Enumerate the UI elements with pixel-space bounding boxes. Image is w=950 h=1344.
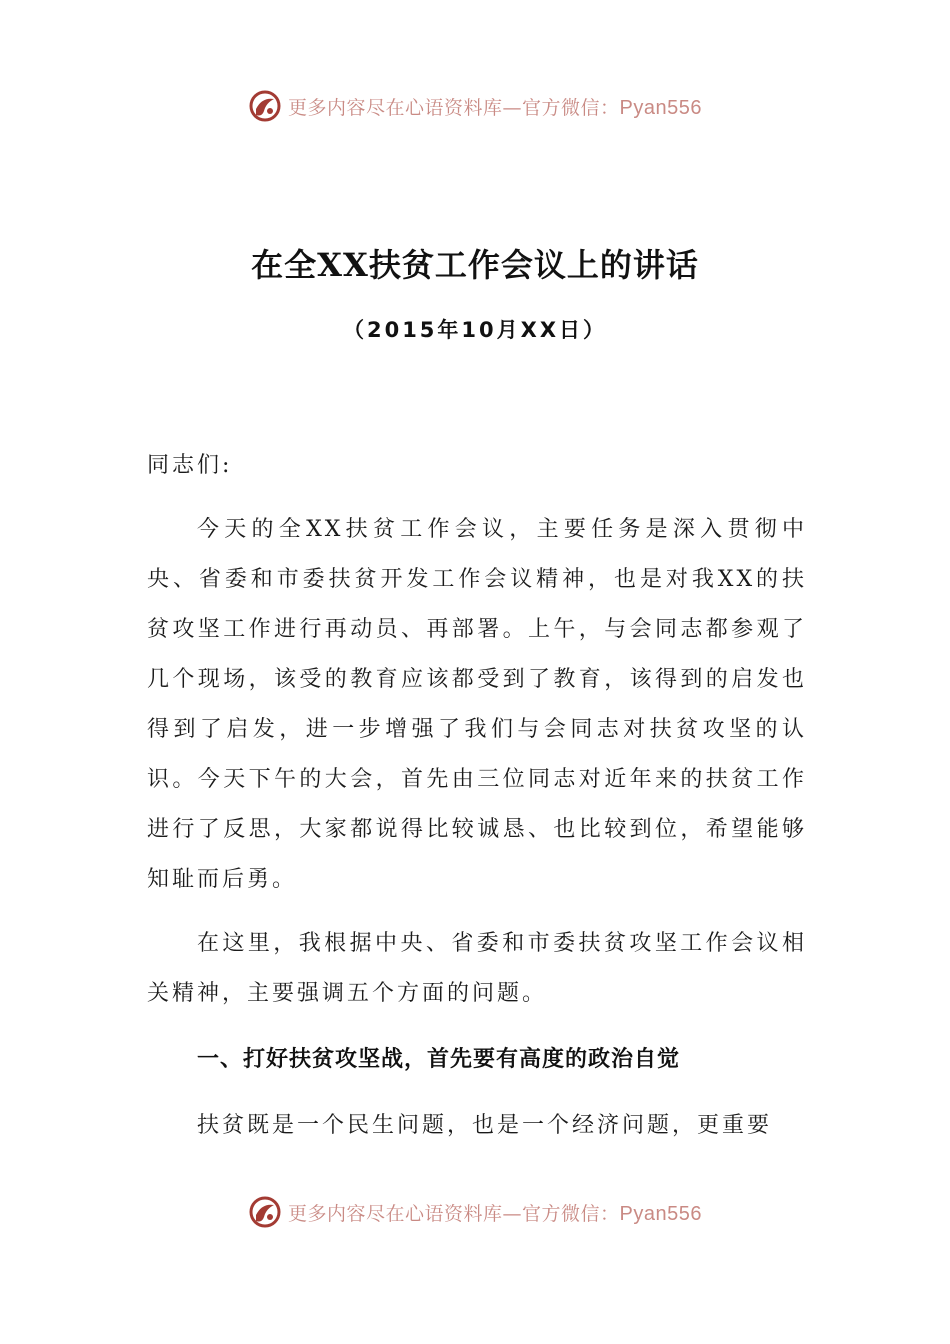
paragraph-2: 在这里，我根据中央、省委和市委扶贫攻坚工作会议相关精神，主要强调五个方面的问题。 bbox=[147, 931, 807, 1006]
swirl-logo-icon bbox=[248, 89, 282, 123]
watermark-text: 更多内容尽在心语资料库—官方微信：Pyan556 bbox=[288, 96, 702, 119]
section-heading-1: 一、打好扶贫攻坚战，首先要有高度的政治自觉 bbox=[197, 1047, 681, 1072]
document-date: （2015年10月XX日） bbox=[342, 318, 608, 342]
greeting: 同志们: bbox=[147, 453, 233, 478]
paragraph-3: 扶贫既是一个民生问题，也是一个经济问题，更重要 bbox=[197, 1113, 773, 1138]
document-title: 在全XX扶贫工作会议上的讲话 bbox=[251, 246, 699, 284]
footer-watermark bbox=[0, 1192, 950, 1232]
watermark-text: 更多内容尽在心语资料库—官方微信：Pyan556 bbox=[288, 1202, 702, 1225]
swirl-logo-icon bbox=[248, 1195, 282, 1229]
paragraph-1: 今天的全XX扶贫工作会议，主要任务是深入贯彻中央、省委和市委扶贫开发工作会议精神，也是对我XX的扶贫攻坚工作进行再动员、再部署。上午，与会同志都参观了几个现场，该受的教育应该都受到了教育，该得到的启发也得到了启发，进一步增强了我们与会同志对扶贫攻坚的认识。今天下午的大会，首先由三位同志对近年来的扶贫工作进行了反思，大家都说得比较诚恳、也比较到位，希望能够知耻而后勇。 bbox=[147, 517, 807, 892]
header-watermark bbox=[0, 86, 950, 126]
